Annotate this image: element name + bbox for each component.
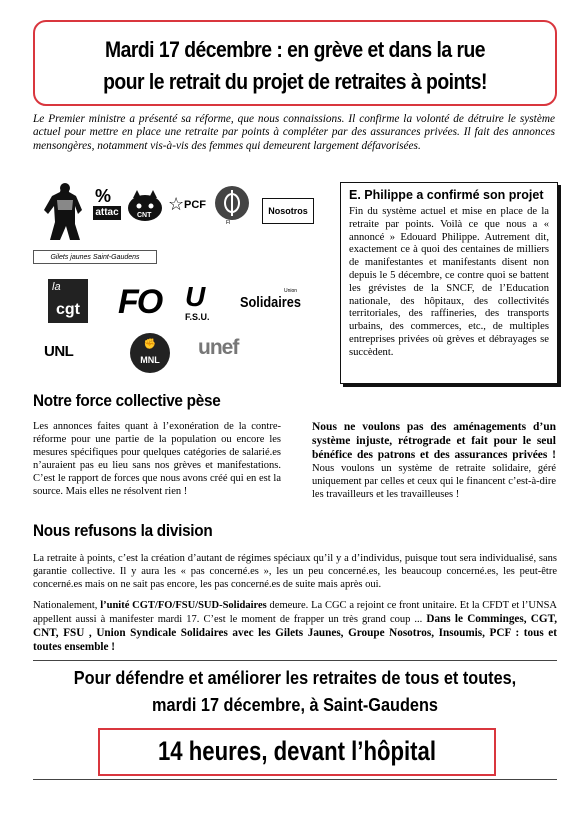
divider-top [33,660,557,661]
logo-unef [198,336,260,362]
side-box [340,182,558,384]
headline-line-2: pour le retrait du projet de retraites à points! [103,69,487,94]
section-1-right-paragraph [312,421,556,501]
logo-gilets-jaunes [42,180,87,242]
logo-mnl [130,333,170,373]
solidaires-text: Solidaires [240,294,301,311]
side-box-body: Fin du système actuel et mise en place de la retraite par points. Voilà ce que nous a « annoncé » Edouard Philippe. Autrement dit, exactement ce à quoi des centaines de milliers de manifestantes et manifestants disent non depuis le 5 décembre, ce contre quoi se battent les grévistes de la SNCF, de l’Education nationale, des hôpitaux, des collectivités territoriales, des raffineries, des transports urbains, des commerces, etc., de multiples entreprises privées où grèves et débrayages se succèdent. [349,206,549,358]
cta-line-1: Pour défendre et améliorer les retraites de tous et toutes, [73,667,517,688]
section-1-left-paragraph: Les annonces faites quant à l’exonération de la contre-réforme pour une partie de la population ou encore les mesures spécifiques pour quelques catégories de salarié.es n’auraient pas eu lieu sans nos grèves et manifestations. C’est le rapport de forces que nous avons créé qui en est la source. Mais elles ne résolvent rien ! [33,421,281,497]
side-box-title: E. Philippe a confirmé son projet [349,188,544,202]
headline-line-1: Mardi 17 décembre : en grève et dans la rue [104,37,486,62]
insoumis-text: FI [226,220,231,226]
nosotros-text: Nosotros [268,206,308,216]
fsu-u: U [185,281,206,312]
cgt-text: cgt [56,301,80,318]
section-2-p2-a: Nationalement, [33,600,101,611]
final-text: 14 heures, devant l’hôpital [157,736,437,766]
unef-text: unef [198,336,239,359]
percent-icon: % [95,186,112,206]
divider-bottom [33,779,557,780]
section-2-p2-bold: l’unité CGT/FO/FSU/SUD-Solidaires [100,600,267,611]
unl-text: UNL [44,343,74,360]
logo-fo [118,282,160,322]
logo-solidaires [240,288,314,316]
headline-box [33,20,557,106]
section-2-title: Nous refusons la division [33,521,213,540]
cgt-la: la [52,281,61,293]
fist-icon: ✊ [143,339,157,350]
logo-attac [93,186,121,230]
star-icon: ☆ [168,194,185,214]
attac-text: attac [93,206,121,220]
logo-fsu [185,283,221,325]
section-1-right-bold: Nous ne voulons pas des aménagements d’un système injuste, rétrograde et fait pour le seul bénéfice des patrons et des assurances privées ! [312,421,556,461]
phi-icon [215,186,249,220]
mnl-text: MNL [140,355,160,365]
logo-nosotros [262,198,314,224]
section-2-paragraph-1: La retraite à points, c’est la création d’autant de régimes spéciaux qu’il y a d’individus, puisque tout sera individualisé, sans garantie collective. Il y aura les « pas concerné.es », les un peu concerné.es, les beaucoup concerné.es, les peut-être concerné.es mais on ne sait pas encore, les pas concerné.es de suite mais après oui. [33,553,557,590]
gilets-jaunes-label: Gilets jaunes Saint-Gaudens [33,250,157,264]
section-2-paragraph-2 [33,600,557,655]
fsu-text: F.S.U. [185,312,210,322]
section-2-p2-b: demeure. La CGC a rejoint ce front unitaire. Et la CFDT et l’UNSA appellent aussi à manifester mardi 17. C’est le moment de frapper un très grand coup ... [33,600,557,625]
fo-text: FO [118,283,162,321]
cta-line-2: mardi 17 décembre, à Saint-Gaudens [152,694,438,715]
cnt-text: CNT [137,212,152,219]
logo-insoumis [215,186,251,224]
logo-cgt [48,279,88,323]
section-1-title: Notre force collective pèse [33,391,221,410]
union-syndicale-small: Union [284,288,298,294]
logo-cnt [125,188,165,224]
final-box [98,728,496,776]
logo-pcf [168,195,212,227]
section-2-p2-bold-2: Dans le Comminges, CGT, CNT, FSU , Union Syndicale Solidaires avec les Gilets Jaunes, Groupe Nosotros, Insoumis, PCF : tous et toutes ensemble ! [33,612,557,653]
section-1-right-rest: Nous voulons un système de retraite solidaire, géré uniquement par celles et ceux qui le financent c’est-à-dire les travailleurs et les travailleuses ! [312,462,556,500]
logo-unl [44,343,96,361]
pcf-text: PCF [184,199,206,211]
intro-paragraph: Le Premier ministre a présenté sa réforme, que nous connaissions. Il confirme la volonté de détruire le système actuel pour mettre en place une retraite par points à compléter par des assurances privées. Il fait des annonces mensongères, notamment vis-à-vis des femmes qui demeurent largement défavorisées. [33,113,555,152]
